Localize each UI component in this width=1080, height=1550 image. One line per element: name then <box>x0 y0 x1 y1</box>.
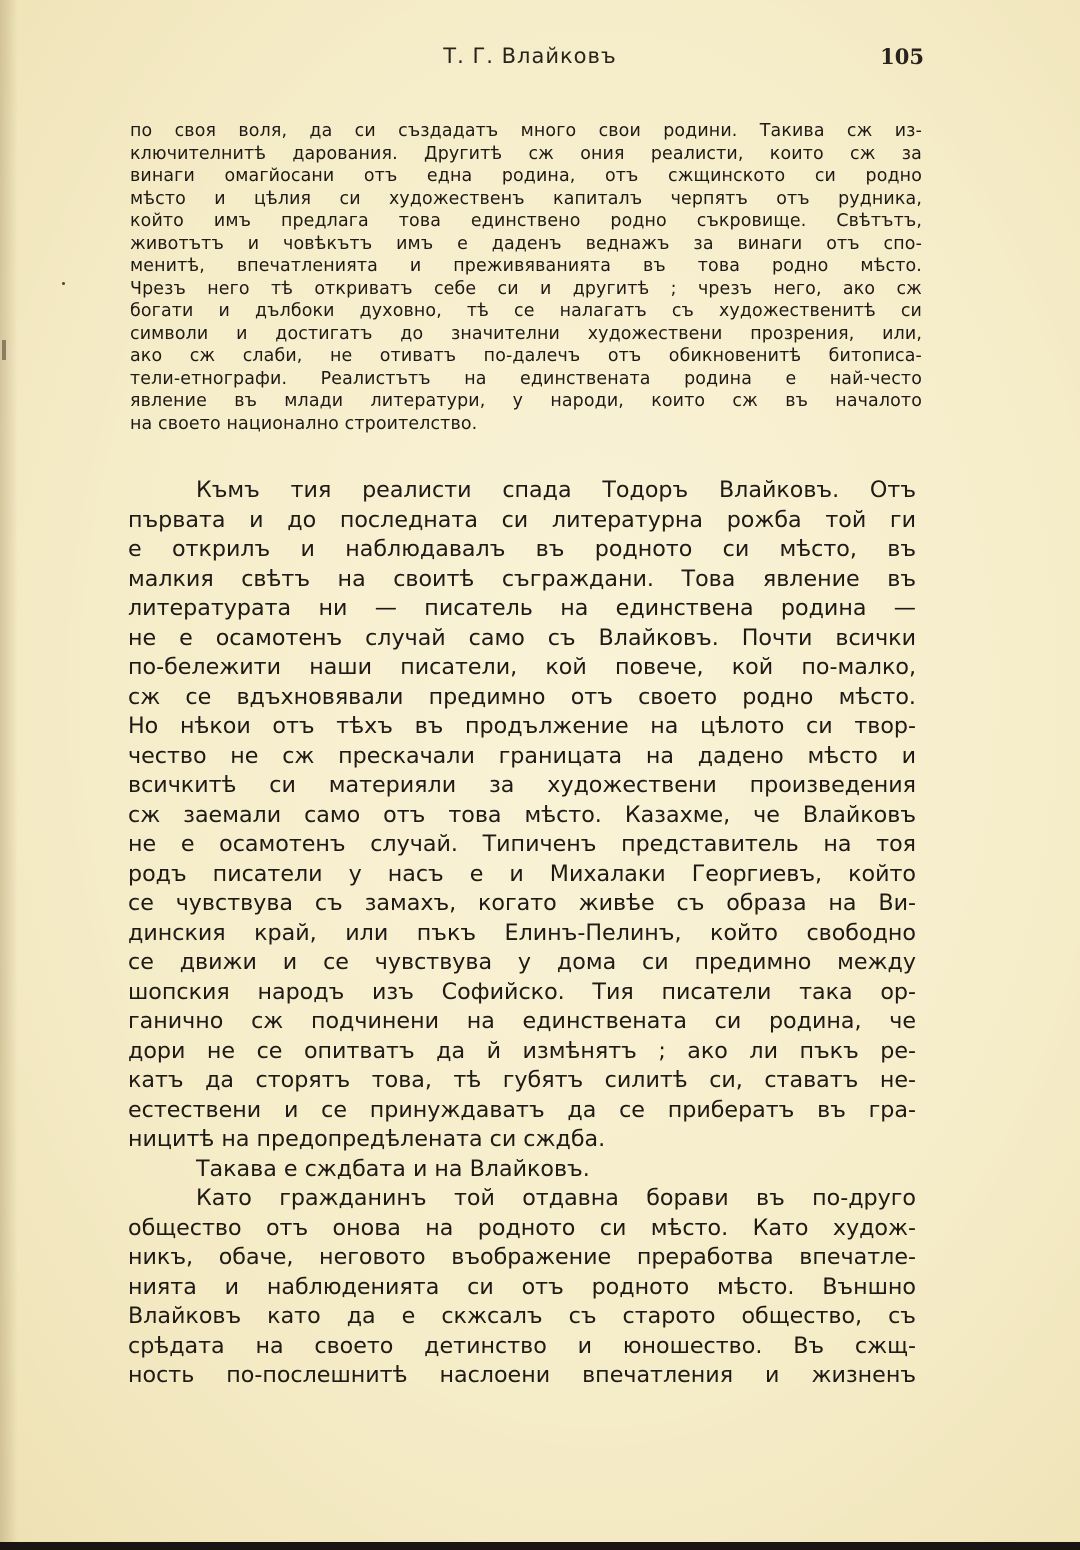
text-line: дори не се опитватъ да й измѣнятъ ; ако ли пъкъ ре- <box>128 1037 916 1064</box>
text-line: ако сж слаби, не отиватъ по-далечъ отъ обикновенитѣ битописа- <box>130 346 922 366</box>
text-line: Влайковъ като да е скжсалъ съ старото общество, съ <box>128 1303 916 1329</box>
text-line: по своя воля, да си създадатъ много свои родини. Такива сж из- <box>130 121 922 141</box>
text-line: естествени и се принуждаватъ да се прибератъ въ гра- <box>128 1096 916 1123</box>
running-title: Т. Г. Влайковъ <box>443 44 617 68</box>
text-line: шопския народъ изъ Софийско. Тия писатели така ор- <box>128 978 916 1005</box>
text-line: Чрезъ него тѣ откриватъ себе си и другитѣ ; чрезъ него, ако сж <box>130 278 922 299</box>
text-line: Такава е сждбата и на Влайковъ. <box>196 1155 590 1182</box>
running-head <box>0 42 1080 76</box>
text-line: никъ, обаче, неговото въображение преработва впечатле- <box>128 1244 916 1270</box>
text-line: богати и дълбоки духовно, тѣ се налагатъ съ художественитѣ си <box>130 301 922 321</box>
text-line: ганично сж подчинени на единствената си родина, че <box>128 1008 916 1034</box>
small-print-paragraph <box>130 120 922 435</box>
text-line: сж се вдъхновявали предимно отъ своето родно мѣсто. <box>128 683 916 710</box>
text-line: Като гражданинъ той отдавна борави въ по-друго <box>196 1185 916 1211</box>
text-line: динския край, или пъкъ Елинъ-Пелинъ, който свободно <box>128 919 916 946</box>
text-line: явление въ млади литератури, у народи, които сж въ началото <box>130 391 922 411</box>
text-line: срѣдата на своето детинство и юношество. Въ сжщ- <box>128 1332 916 1359</box>
text-line: се движи и се чувствува у дома си предимно между <box>128 949 916 975</box>
text-line: тели-етнографи. Реалистътъ на единствената родина е най-често <box>130 368 922 389</box>
text-line: мѣсто и цѣлия си художественъ капиталъ черпятъ отъ рудника, <box>130 188 922 209</box>
text-line: животътъ и човѣкътъ имъ е даденъ веднажъ за винаги отъ спо- <box>130 233 922 254</box>
text-line: литературата ни — писатель на единствена родина — <box>128 595 916 621</box>
text-line: Къмъ тия реалисти спада Тодоръ Влайковъ. Отъ <box>196 477 916 503</box>
text-line: ницитѣ на предопредѣлената си сждба. <box>128 1126 606 1152</box>
text-line: сж заемали само отъ това мѣсто. Казахме, че Влайковъ <box>128 801 916 828</box>
gutter-shadow <box>0 0 18 1542</box>
text-line: първата и до последната си литературна рожба той ги <box>128 506 916 533</box>
text-line: по-бележити наши писатели, кой повече, кой по-малко, <box>128 654 916 680</box>
text-line: ность по-послешнитѣ наслоени впечатления и жизненъ <box>128 1362 916 1388</box>
page-number: 105 <box>880 44 924 69</box>
text-line: малкия свѣтъ на своитѣ съграждани. Това явление въ <box>128 565 916 592</box>
margin-mark <box>62 282 65 285</box>
margin-mark <box>2 340 6 360</box>
main-text-body <box>128 476 916 1391</box>
text-line: винаги омагйосани отъ една родина, отъ сжщинското си родно <box>130 166 922 186</box>
text-line: чество не сж прескачали границата на дадено мѣсто и <box>128 742 916 769</box>
text-line: менитѣ, впечатленията и преживяванията въ това родно мѣсто. <box>130 256 922 276</box>
text-line: ключителнитѣ дарования. Другитѣ сж ония реалисти, които сж за <box>130 143 922 164</box>
text-line: всичкитѣ си материяли за художествени произведения <box>128 772 916 798</box>
text-line: който имъ предлага това единствено родно съкровище. Свѣтътъ, <box>130 211 922 231</box>
text-line: е открилъ и наблюдавалъ въ родното си мѣсто, въ <box>128 536 916 562</box>
text-line: не е осамотенъ случай. Типиченъ представитель на тоя <box>128 831 916 857</box>
text-line: катъ да сторятъ това, тѣ губятъ силитѣ си, ставатъ не- <box>128 1067 916 1093</box>
text-line: на своето национално строителство. <box>130 413 478 434</box>
text-line: Но нѣкои отъ тѣхъ въ продължение на цѣлото си твор- <box>128 713 916 739</box>
text-line: родъ писатели у насъ е и Михалаки Георгиевъ, който <box>128 860 916 887</box>
page-bottom-edge <box>0 1542 1080 1550</box>
text-line: се чувствува съ замахъ, когато живѣе съ образа на Ви- <box>128 890 916 916</box>
text-line: символи и достигатъ до значителни художествени прозрения, или, <box>130 323 922 344</box>
text-line: нията и наблюденията си отъ родното мѣсто. Външно <box>128 1273 916 1300</box>
text-line: общество отъ онова на родното си мѣсто. Като худож- <box>128 1214 916 1241</box>
text-line: не е осамотенъ случай само съ Влайковъ. Почти всички <box>128 624 916 651</box>
